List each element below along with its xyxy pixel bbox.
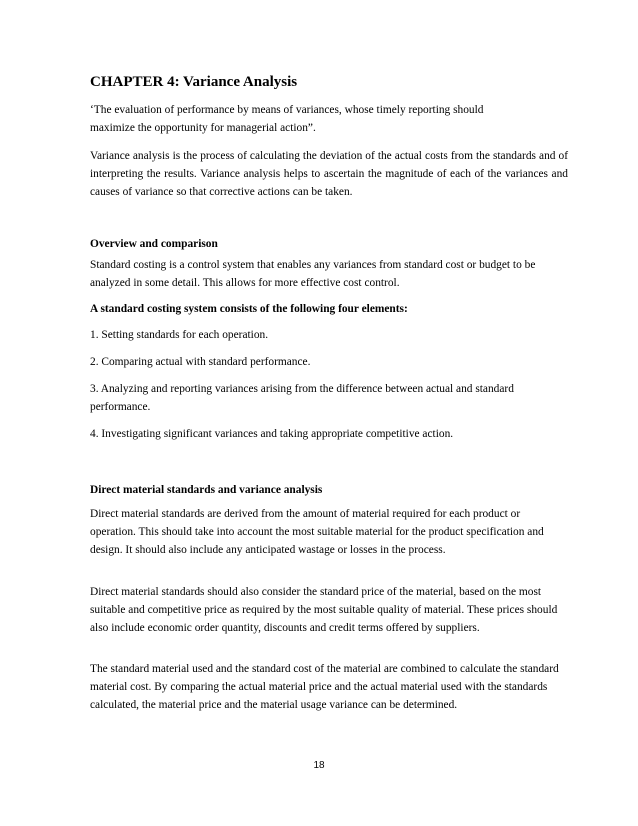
direct-material-paragraph: Direct material standards are derived from the amount of material required for each product or operation. This should take into account the most suitable material for the product specification and design. It should also include any anticipated wastage or losses in the process. [90,508,544,556]
list-item: 2. Comparing actual with standard performance. [90,356,311,368]
list-item: 1. Setting standards for each operation. [90,329,269,341]
opening-quote: ‘The evaluation of performance by means of variances, whose timely reporting should maximize the opportunity for managerial action”. [90,104,484,134]
list-item: 4. Investigating significant variances and taking appropriate competitive action. [90,428,454,440]
direct-material-paragraph: The standard material used and the standard cost of the material are combined to calculate the standard material cost. By comparing the actual material price and the actual material used with the standards calculated, the material price and the material usage variance can be determined. [90,663,559,711]
list-item: 3. Analyzing and reporting variances arising from the difference between actual and standard performance. [90,383,514,413]
chapter-title: CHAPTER 4: Variance Analysis [90,74,298,90]
overview-heading: Overview and comparison [90,238,218,250]
page-number: 18 [313,760,325,771]
direct-material-heading: Direct material standards and variance analysis [90,484,323,496]
overview-paragraph: Standard costing is a control system that enables any variances from standard cost or budget to be analyzed in some detail. This allows for more effective cost control. [90,259,536,289]
direct-material-paragraph: Direct material standards should also consider the standard price of the material, based on the most suitable and competitive price as required by the most suitable quality of material. These prices should also include economic order quantity, discounts and credit terms offered by suppliers. [90,586,558,634]
intro-paragraph: Variance analysis is the process of calculating the deviation of the actual costs from the standards and of interpreting the results. Variance analysis helps to ascertain the magnitude of each of the variances and causes of variance so that corrective actions can be taken. [90,150,568,198]
elements-heading: A standard costing system consists of the following four elements: [90,303,408,315]
